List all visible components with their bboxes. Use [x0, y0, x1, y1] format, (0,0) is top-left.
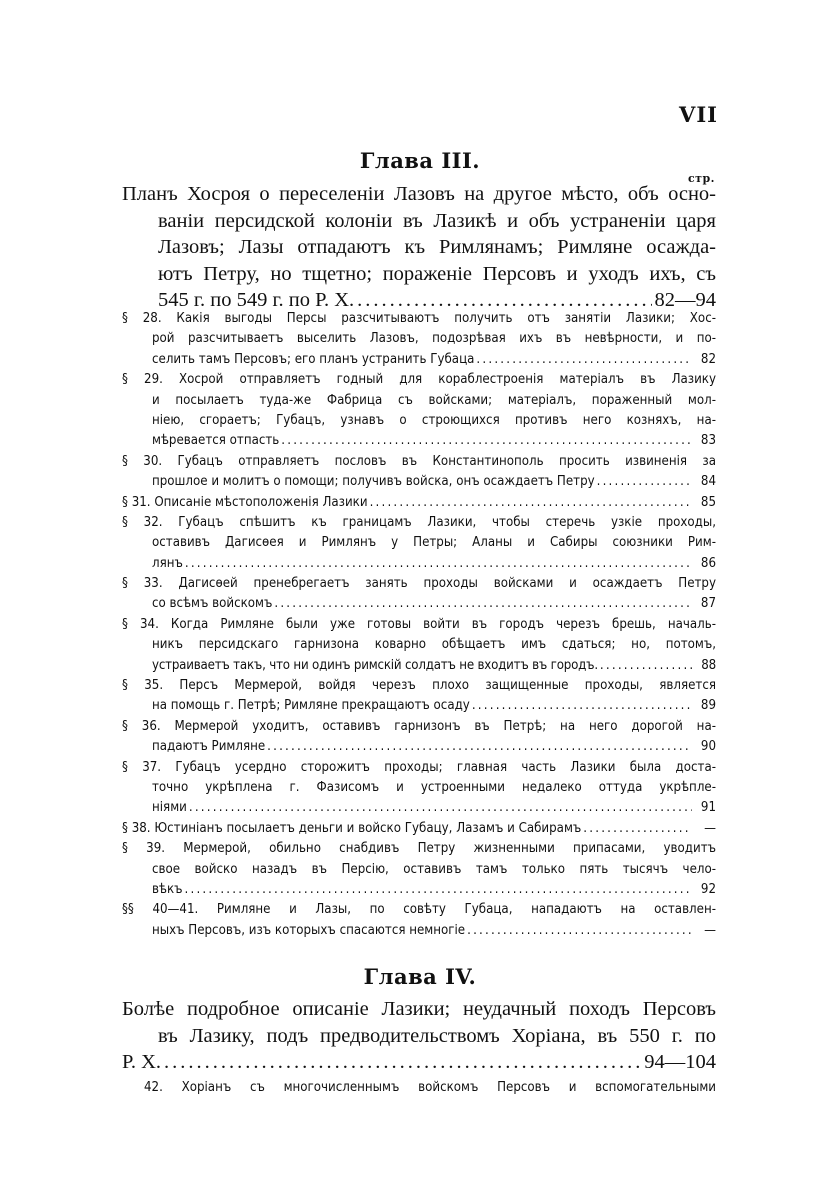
summary-line: въ Лазику, подъ предводительствомъ Хоріана, въ 550 г. по [158, 1024, 716, 1047]
toc-entry-36 [122, 717, 716, 758]
dot-leader [185, 554, 692, 574]
entry-last-text: мѣревается отпасть [152, 433, 280, 449]
entry-page: 91 [700, 800, 716, 816]
entry-line: оставивъ Дагисѳея и Римлянъ у Петры; Аланы и Сабиры союзники Рим- [152, 535, 716, 551]
entry-line: рой разсчитываетъ выселить Лазовъ, подозрѣвая ихъ въ невѣрности, и по- [152, 331, 716, 347]
chapter-3-sections [122, 309, 716, 941]
toc-entry-30 [122, 452, 716, 493]
entry-last-text: § 31. Описаніе мѣстоположенія Лазики [122, 494, 368, 510]
dot-leader [476, 350, 692, 370]
entry-line: § 39. Мермерой, обильно снабдивъ Петру жизненными припасами, уводитъ [122, 841, 716, 857]
dot-leader [267, 737, 692, 757]
entry-last-line [122, 493, 716, 513]
entry-last-text: устраиваетъ такъ, что ни одинъ римскій солдатъ не входитъ въ городъ. [152, 657, 598, 673]
entry-last-text: § 38. Юстиніанъ посылаетъ деньги и войско Губацу, Лазамъ и Сабирамъ [122, 820, 582, 836]
toc-entry-32 [122, 513, 716, 574]
dot-leader [189, 798, 692, 818]
entry-line: 42. Хоріанъ съ многочисленнымъ войскомъ Персовъ и вспомогательными [144, 1080, 716, 1095]
entry-line: точно укрѣплена г. Фазисомъ и устроенными недалеко оттуда укрѣпле- [152, 779, 716, 795]
dot-leader [370, 493, 692, 513]
entry-last-line [122, 880, 716, 900]
entry-page: 92 [700, 881, 716, 897]
entry-last-line [122, 350, 716, 370]
entry-last-line [122, 472, 716, 492]
entry-line: § 33. Дагисѳей пренебрегаетъ занять проходы войсками и осаждаетъ Петру [122, 576, 716, 592]
summary-page-range: 94—104 [644, 1051, 716, 1073]
entry-last-text: прошлое и молитъ о помощи; получивъ войска, онъ осаждаетъ Петру [152, 474, 595, 490]
toc-entry-40-41 [122, 900, 716, 941]
toc-entry-28 [122, 309, 716, 370]
entry-last-line [122, 594, 716, 614]
entry-last-text: падаютъ Римляне [152, 739, 266, 755]
chapter-4-title: Глава IV. [363, 964, 477, 989]
entry-page: — [704, 820, 716, 836]
entry-line: § 37. Губацъ усердно сторожитъ проходы; главная часть Лазики была доста- [122, 759, 716, 775]
page-number: VII [679, 102, 718, 127]
dot-leader [164, 1049, 641, 1076]
entry-last-line [122, 431, 716, 451]
toc-entry-38 [122, 819, 716, 839]
summary-line: Лазовъ; Лазы отпадаютъ къ Римлянамъ; Римляне осажда- [158, 236, 716, 258]
entry-last-line [122, 921, 716, 941]
summary-page-range: 82—94 [654, 289, 716, 311]
toc-entry-29 [122, 370, 716, 452]
entry-page: 85 [700, 494, 716, 510]
dot-leader [274, 594, 692, 614]
toc-entry-39 [122, 839, 716, 900]
summary-line: ютъ Петру, но тщетно; пораженіе Персовъ и уходъ ихъ, съ [158, 262, 716, 285]
toc-entry-33 [122, 574, 716, 615]
entry-line: §§ 40—41. Римляне и Лазы, по совѣту Губаца, нападаютъ на оставлен- [122, 902, 716, 918]
chapter-3-summary [122, 181, 716, 314]
entry-last-line [122, 656, 716, 676]
entry-line: § 36. Мермерой уходитъ, оставивъ гарнизонъ въ Петрѣ; на него дорогой на- [122, 718, 716, 734]
entry-page: 89 [700, 698, 716, 714]
entry-page: 87 [700, 596, 716, 612]
entry-line: § 30. Губацъ отправляетъ пословъ въ Константинополь просить извиненія за [122, 453, 716, 469]
toc-entry-35 [122, 676, 716, 717]
entry-last-text: вѣкъ [152, 881, 183, 897]
entry-line: § 34. Когда Римляне были уже готовы войти въ городъ черезъ брешь, началь- [122, 616, 716, 632]
entry-line: § 28. Какія выгоды Персы разсчитываютъ получить отъ занятіи Лазики; Хос- [122, 311, 716, 326]
entry-last-line [122, 554, 716, 574]
entry-last-text: лянъ [152, 555, 183, 571]
entry-page: 83 [700, 433, 716, 449]
entry-last-text: ныхъ Персовъ, изъ которыхъ спасаются немногіе [152, 922, 466, 938]
summary-line: ваніи персидской колоніи въ Лазикѣ и объ устраненіи царя [158, 209, 716, 232]
entry-last-line [122, 819, 716, 839]
chapter-3-title: Глава III. [359, 148, 481, 173]
toc-entry-34 [122, 615, 716, 676]
toc-entry-42 [122, 1078, 716, 1098]
entry-page: 82 [700, 351, 716, 367]
summary-line: Болѣе подробное описаніе Лазики; неудачный походъ Персовъ [122, 998, 716, 1020]
entry-last-text: со всѣмъ войскомъ [152, 596, 273, 612]
entry-line: § 29. Хосрой отправляетъ годный для кораблестроенія матеріалъ въ Лазику [122, 372, 716, 388]
entry-page: — [704, 922, 716, 938]
dot-leader [600, 656, 692, 676]
chapter-4-summary [122, 996, 716, 1076]
entry-page: 84 [700, 474, 716, 490]
entry-line: § 35. Персъ Мермерой, войдя черезъ плохо защищенные проходы, является [122, 678, 716, 694]
summary-last-text: 545 г. по 549 г. по Р. Х. [158, 289, 355, 311]
dot-leader [281, 431, 692, 451]
entry-line: свое войско назадъ въ Персію, оставивъ тамъ только пять тысячъ чело- [152, 861, 716, 877]
entry-line: § 32. Губацъ спѣшитъ къ границамъ Лазики, чтобы стеречь узкіе проходы, [122, 514, 716, 530]
summary-last-line [122, 1049, 716, 1076]
entry-page: 86 [700, 555, 716, 571]
page-column-label: стр. [687, 172, 715, 185]
dot-leader [467, 921, 692, 941]
dot-leader [185, 880, 692, 900]
entry-page: 90 [700, 739, 716, 755]
chapter-4-sections [122, 1078, 716, 1098]
entry-line: ніею, сгораетъ; Губацъ, узнавъ о строющихся противъ него козняхъ, на- [152, 412, 716, 428]
dot-leader [472, 696, 692, 716]
entry-last-line [122, 798, 716, 818]
entry-last-text: ніями [152, 800, 187, 816]
summary-line: Планъ Хосроя о переселеніи Лазовъ на другое мѣсто, объ осно- [122, 183, 716, 205]
entry-line: никъ персидскаго гарнизона коварно обѣщаетъ имъ сдаться; но, потомъ, [152, 637, 716, 653]
entry-page: 88 [701, 657, 716, 673]
entry-last-text: на помощь г. Петрѣ; Римляне прекращаютъ осаду [152, 698, 470, 714]
summary-last-text: Р. Х. [122, 1051, 162, 1073]
toc-entry-31 [122, 493, 716, 513]
dot-leader [597, 472, 692, 492]
entry-line: и посылаетъ туда-же Фабрица съ войсками; матеріалъ, пораженный мол- [152, 392, 716, 408]
dot-leader [583, 819, 692, 839]
entry-last-line [122, 737, 716, 757]
entry-last-text: селить тамъ Персовъ; его планъ устранить Губаца [152, 351, 475, 367]
toc-entry-37 [122, 758, 716, 819]
entry-last-line [122, 696, 716, 716]
